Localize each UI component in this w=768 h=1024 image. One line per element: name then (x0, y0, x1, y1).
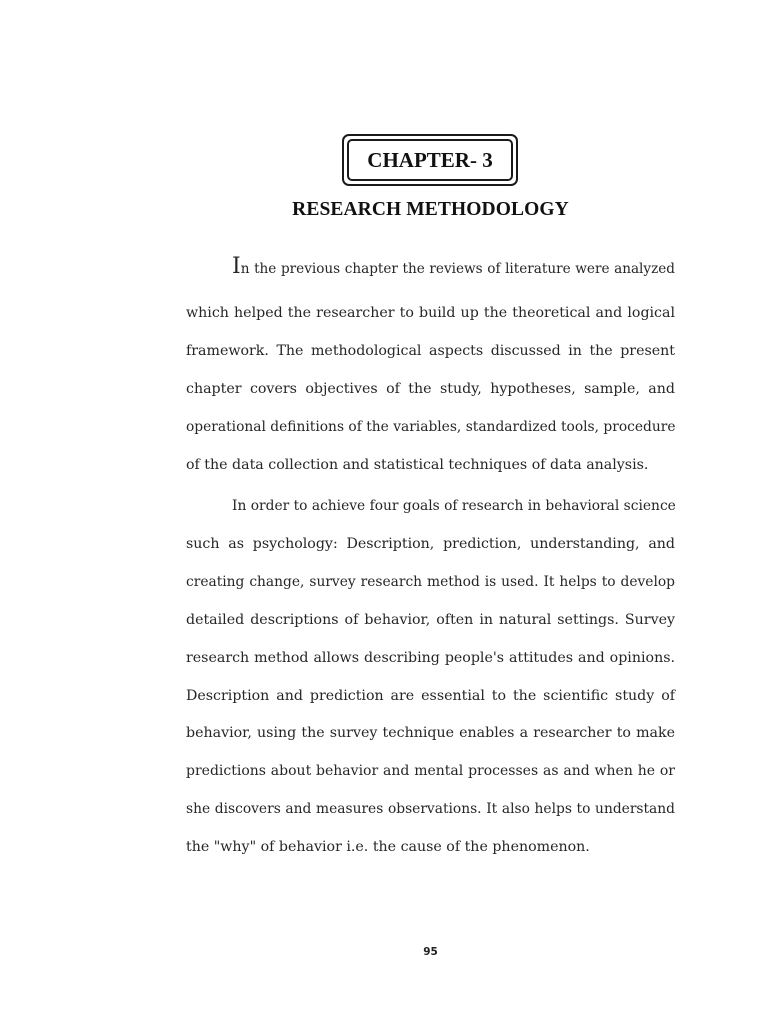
paragraph-2-line-2: such as psychology: Description, prediction, understanding, and (186, 536, 675, 552)
chapter-heading-box (342, 134, 518, 186)
paragraph-1-line-1 (232, 253, 675, 283)
paragraph-1-line-6: of the data collection and statistical techniques of data analysis. (186, 457, 649, 473)
paragraph-2-line-6: Description and prediction are essential to the scientific study of (186, 688, 675, 704)
paragraph-2-line-3: creating change, survey research method is used. It helps to develop (186, 574, 675, 590)
page-number: 95 (423, 946, 438, 958)
paragraph-1-line-1-text: n the previous chapter the reviews of literature were analyzed (240, 261, 675, 277)
paragraph-2-line-1: In order to achieve four goals of research in behavioral science (232, 498, 676, 514)
paragraph-2-line-8: predictions about behavior and mental processes as and when he or (186, 763, 675, 779)
chapter-title: RESEARCH METHODOLOGY (292, 199, 569, 220)
paragraph-2-line-9: she discovers and measures observations. It also helps to understand (186, 801, 675, 817)
drop-cap: I (232, 254, 241, 279)
chapter-label: CHAPTER- 3 (347, 139, 513, 181)
paragraph-2-line-7: behavior, using the survey technique enables a researcher to make (186, 725, 675, 741)
paragraph-2-line-5: research method allows describing people's attitudes and opinions. (186, 650, 675, 666)
paragraph-1-line-2: which helped the researcher to build up the theoretical and logical (186, 305, 675, 321)
paragraph-2-line-10: the "why" of behavior i.e. the cause of the phenomenon. (186, 839, 590, 855)
paragraph-1-line-4: chapter covers objectives of the study, hypotheses, sample, and (186, 381, 675, 397)
paragraph-2-line-4: detailed descriptions of behavior, often in natural settings. Survey (186, 612, 675, 628)
paragraph-1-line-5: operational definitions of the variables, standardized tools, procedure (186, 419, 676, 435)
paragraph-1-line-3: framework. The methodological aspects discussed in the present (186, 343, 675, 359)
